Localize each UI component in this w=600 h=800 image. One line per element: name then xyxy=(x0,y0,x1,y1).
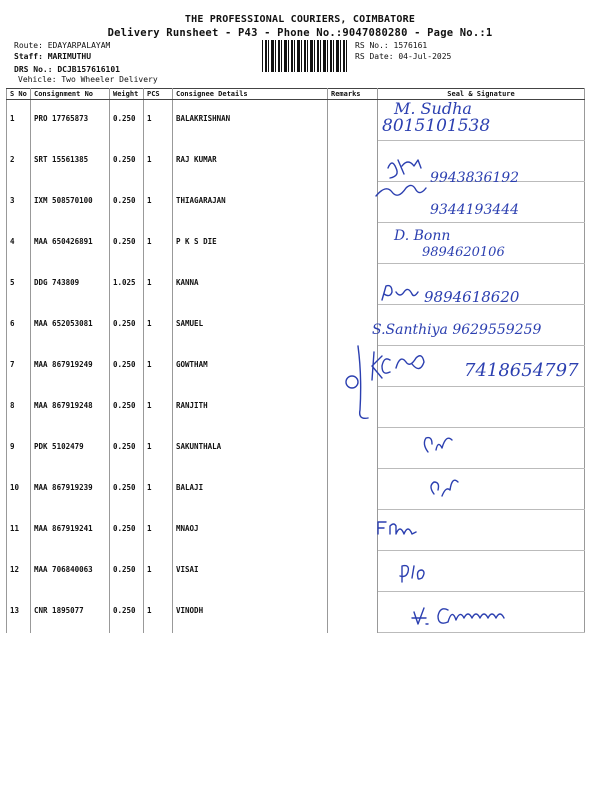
cell-sno: 5 xyxy=(7,264,31,305)
drs-number: DRS No.: DCJB157616101 xyxy=(14,65,120,74)
cell-consignee: SAKUNTHALA xyxy=(173,428,328,469)
signature-11-scrawl xyxy=(378,522,416,534)
signature-1-phone: 8015101538 xyxy=(382,116,491,136)
cell-sno: 7 xyxy=(7,346,31,387)
cell-pcs: 1 xyxy=(144,592,173,633)
cell-consignee: RAJ KUMAR xyxy=(173,141,328,182)
cell-sno: 8 xyxy=(7,387,31,428)
cell-pcs: 1 xyxy=(144,141,173,182)
col-header-remarks: Remarks xyxy=(328,89,378,100)
cell-sno: 9 xyxy=(7,428,31,469)
cell-consignee: KANNA xyxy=(173,264,328,305)
cell-consignment-no: PRO 17765873 xyxy=(31,100,110,141)
cell-sno: 3 xyxy=(7,182,31,223)
cell-consignee: MNAOJ xyxy=(173,510,328,551)
cell-consignee: VISAI xyxy=(173,551,328,592)
vehicle-label: Vehicle: Two Wheeler Delivery xyxy=(18,75,158,84)
signature-2-scrawl xyxy=(388,160,421,178)
signature-7-bracket xyxy=(358,346,368,418)
cell-weight: 0.250 xyxy=(110,100,144,141)
cell-pcs: 1 xyxy=(144,100,173,141)
cell-weight: 0.250 xyxy=(110,182,144,223)
cell-weight: 0.250 xyxy=(110,428,144,469)
signature-13-scrawl xyxy=(412,608,504,624)
signature-6: S.Santhiya 9629559259 xyxy=(372,322,542,338)
cell-pcs: 1 xyxy=(144,346,173,387)
col-header-pcs: PCS xyxy=(144,89,173,100)
signature-4-name: D. Bonn xyxy=(394,228,451,244)
cell-consignment-no: IXM 508570100 xyxy=(31,182,110,223)
cell-consignment-no: MAA 867919239 xyxy=(31,469,110,510)
cell-pcs: 1 xyxy=(144,510,173,551)
cell-weight: 0.250 xyxy=(110,592,144,633)
cell-sno: 11 xyxy=(7,510,31,551)
cell-consignee: GOWTHAM xyxy=(173,346,328,387)
cell-pcs: 1 xyxy=(144,264,173,305)
signature-7-circle-mark xyxy=(346,376,358,388)
cell-sno: 13 xyxy=(7,592,31,633)
col-header-sno: S No xyxy=(7,89,31,100)
cell-consignment-no: DDG 743809 xyxy=(31,264,110,305)
cell-sno: 12 xyxy=(7,551,31,592)
cell-consignee: THIAGARAJAN xyxy=(173,182,328,223)
signature-1-name: M. Sudha xyxy=(394,99,472,118)
rs-date: RS Date: 04-Jul-2025 xyxy=(355,52,452,61)
signature-12-scrawl xyxy=(400,566,424,582)
signature-2-phone: 9943836192 xyxy=(430,170,520,186)
col-header-weight: Weight xyxy=(110,89,144,100)
signature-7-scrawl xyxy=(372,352,424,380)
cell-consignee: VINODH xyxy=(173,592,328,633)
cell-sno: 2 xyxy=(7,141,31,182)
signature-5-phone: 9894618620 xyxy=(424,288,520,306)
cell-sno: 1 xyxy=(7,100,31,141)
rs-number: RS No.: 1576161 xyxy=(355,41,428,50)
cell-consignment-no: MAA 867919248 xyxy=(31,387,110,428)
cell-pcs: 1 xyxy=(144,387,173,428)
cell-weight: 0.250 xyxy=(110,510,144,551)
runsheet-subtitle: Delivery Runsheet - P43 - Phone No.:9047080280 - Page No.:1 xyxy=(107,27,493,39)
cell-sno: 10 xyxy=(7,469,31,510)
cell-consignment-no: CNR 1895077 xyxy=(31,592,110,633)
cell-pcs: 1 xyxy=(144,551,173,592)
cell-weight: 0.250 xyxy=(110,223,144,264)
route-label: Route: EDAYARPALAYAM xyxy=(14,41,111,50)
col-header-consignee: Consignee Details xyxy=(173,89,328,100)
cell-pcs: 1 xyxy=(144,223,173,264)
signature-3-scrawl xyxy=(376,185,426,196)
cell-pcs: 1 xyxy=(144,182,173,223)
staff-label: Staff: MARIMUTHU xyxy=(14,52,92,61)
cell-weight: 0.250 xyxy=(110,305,144,346)
company-title: THE PROFESSIONAL COURIERS, COIMBATORE xyxy=(184,14,416,25)
cell-consignment-no: MAA 867919249 xyxy=(31,346,110,387)
cell-consignment-no: MAA 652053081 xyxy=(31,305,110,346)
cell-consignee: BALAKRISHNAN xyxy=(173,100,328,141)
cell-consignment-no: PDK 5102479 xyxy=(31,428,110,469)
cell-pcs: 1 xyxy=(144,469,173,510)
cell-weight: 0.250 xyxy=(110,141,144,182)
cell-consignee: BALAJI xyxy=(173,469,328,510)
cell-consignee: RANJITH xyxy=(173,387,328,428)
signature-7-phone: 7418654797 xyxy=(464,360,579,381)
signature-4-phone: 9894620106 xyxy=(422,245,505,260)
cell-weight: 0.250 xyxy=(110,387,144,428)
cell-consignment-no: MAA 650426891 xyxy=(31,223,110,264)
signature-5-scrawl xyxy=(382,286,418,300)
cell-sno: 4 xyxy=(7,223,31,264)
cell-consignee: SAMUEL xyxy=(173,305,328,346)
signature-3-phone: 9344193444 xyxy=(430,202,520,218)
cell-consignee: P K S DIE xyxy=(173,223,328,264)
cell-pcs: 1 xyxy=(144,305,173,346)
cell-weight: 0.250 xyxy=(110,551,144,592)
col-header-seal: Seal & Signature xyxy=(378,89,585,100)
cell-pcs: 1 xyxy=(144,428,173,469)
cell-weight: 0.250 xyxy=(110,469,144,510)
signature-9-scrawl xyxy=(424,438,452,452)
cell-weight: 1.025 xyxy=(110,264,144,305)
col-header-consignment: Consignment No xyxy=(31,89,110,100)
signature-10-scrawl xyxy=(431,480,458,496)
cell-weight: 0.250 xyxy=(110,346,144,387)
cell-consignment-no: SRT 15561385 xyxy=(31,141,110,182)
cell-consignment-no: MAA 867919241 xyxy=(31,510,110,551)
cell-sno: 6 xyxy=(7,305,31,346)
cell-consignment-no: MAA 706840063 xyxy=(31,551,110,592)
